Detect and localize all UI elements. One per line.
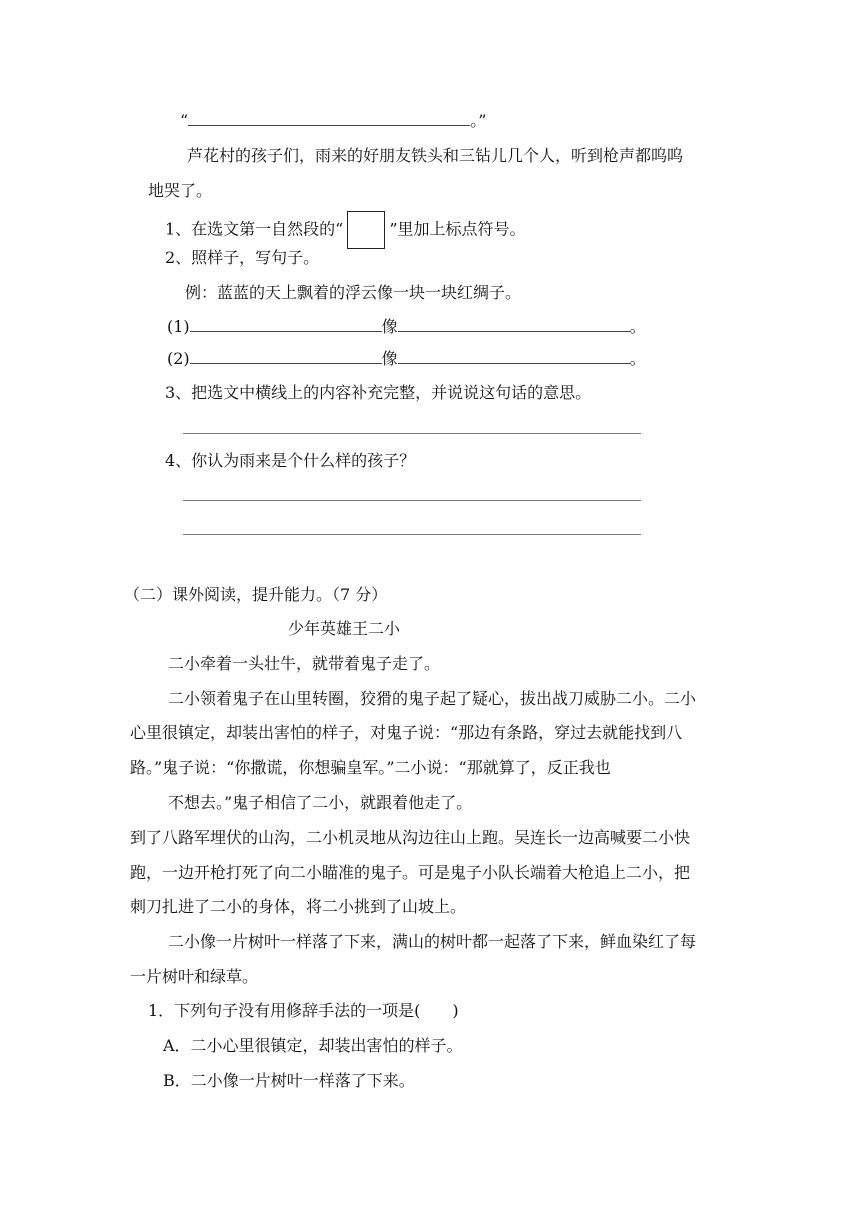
answer-blank[interactable]	[398, 316, 630, 332]
quote-close: 。”	[470, 111, 487, 130]
story-line: 二小领着鬼子在山里转圈，狡猾的鬼子起了疑心，拔出战刀威胁二小。二小	[168, 689, 697, 708]
answer-line[interactable]	[183, 500, 641, 501]
punctuation-box[interactable]	[347, 211, 385, 249]
question-1	[165, 211, 526, 249]
question-1-text: 1、在选文第一自然段的“	[165, 219, 344, 239]
quote-blank-line	[180, 110, 486, 132]
exercise-number: (2)	[167, 349, 190, 368]
xiang-char: 像	[381, 317, 398, 336]
story-line: 二小牵着一头壮牛，就带着鬼子走了。	[168, 654, 441, 673]
story-line: 二小像一片树叶一样落了下来，满山的树叶都一起落了下来，鲜血染红了每	[168, 932, 697, 951]
story-title: 少年英雄王二小	[288, 619, 401, 638]
answer-blank[interactable]	[190, 348, 382, 364]
option-b[interactable]: B．二小像一片树叶一样落了下来。	[163, 1071, 415, 1090]
answer-line[interactable]	[183, 433, 641, 434]
story-line: 不想去。”鬼子相信了二小，就跟着他走了。	[168, 793, 473, 812]
exercise-number: (1)	[167, 317, 190, 336]
xiang-char: 像	[381, 349, 398, 368]
story-line: 刺刀扎进了二小的身体，将二小挑到了山坡上。	[130, 897, 467, 916]
example-sentence: 例：蓝蓝的天上飘着的浮云像一块一块红绸子。	[185, 283, 522, 302]
answer-blank[interactable]	[190, 316, 382, 332]
exercise-line-2	[167, 348, 646, 370]
answer-line[interactable]	[183, 534, 641, 535]
question-4: 4、你认为雨来是个什么样的孩子？	[165, 451, 416, 470]
answer-blank[interactable]	[398, 348, 630, 364]
story-line: 心里很镇定，却装出害怕的样子，对鬼子说：“那边有条路，穿过去就能找到八	[130, 723, 683, 742]
story-line: 跑，一边开枪打死了向二小瞄准的鬼子。可是鬼子小队长端着大枪追上二小，把	[130, 863, 691, 882]
story-line: 一片树叶和绿草。	[130, 967, 259, 986]
question-3: 3、把选文中横线上的内容补充完整，并说说这句话的意思。	[165, 383, 592, 402]
question-2: 2、照样子，写句子。	[165, 248, 320, 267]
passage-line: 芦花村的孩子们，雨来的好朋友铁头和三钻儿几个人，听到枪声都呜呜	[187, 146, 684, 165]
quote-open: “	[180, 111, 189, 130]
answer-blank[interactable]	[188, 110, 470, 126]
exercise-line-1	[167, 316, 646, 338]
story-line: 到了八路军埋伏的山沟，二小机灵地从沟边往山上跑。吴连长一边高喊要二小快	[130, 828, 691, 847]
period: 。	[629, 349, 646, 368]
story-line: 路。”鬼子说：“你撒谎，你想骗皇军。”二小说：“那就算了，反正我也	[130, 758, 611, 777]
question-1-text-end: ”里加上标点符号。	[389, 219, 526, 239]
passage-line: 地哭了。	[148, 181, 213, 200]
period: 。	[629, 317, 646, 336]
section-heading: （二）课外阅读，提升能力。（7 分）	[124, 585, 388, 604]
option-a[interactable]: A．二小心里很镇定，却装出害怕的样子。	[163, 1036, 463, 1055]
mc-question-1: 1．下列句子没有用修辞手法的一项是( )	[148, 1001, 459, 1020]
